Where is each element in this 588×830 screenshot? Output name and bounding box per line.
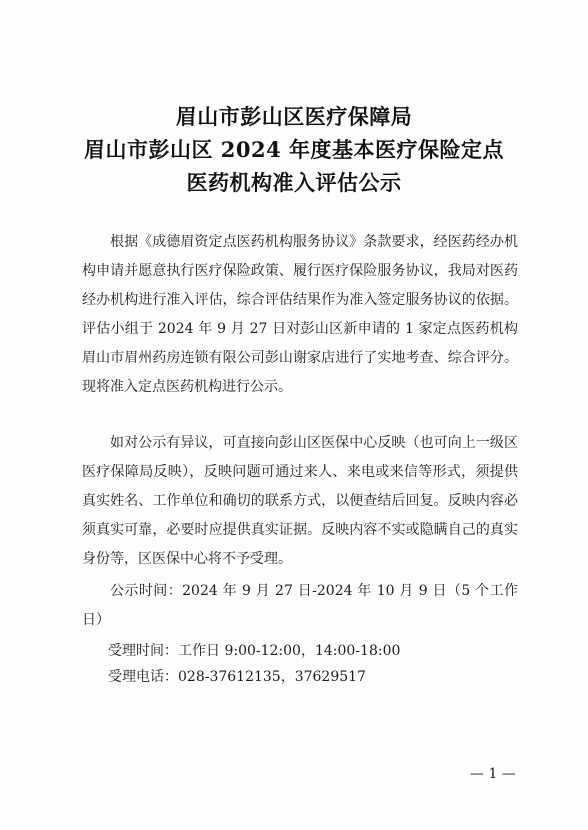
acceptance-phone: 受理电话：028-37612135，37629517 [108,669,366,685]
paragraph-3-block [82,577,518,635]
publicity-period: 公示时间：2024 年 9 月 27 日-2024 年 10 月 9 日（5 个工作日） [82,583,518,628]
paragraph-2: 如对公示有异议，可直接向彭山区医保中心反映（也可向上一级区医疗保障局反映），反映问题可通过来人、来电或来信等形式，须提供真实姓名、工作单位和确切的联系方式，以便查结后回复。反映内容必须真实可靠，必要时应提供真实证据。反映内容不实或隐瞒自己的真实身份等，区医保中心将不予受理。 [82,435,518,567]
acceptance-hours: 受理时间：工作日 9:00-12:00，14:00-18:00 [108,643,401,659]
title-line-3: 医药机构准入评估公示 [186,170,402,195]
paragraph-1: 根据《成德眉资定点医药机构服务协议》条款要求，经医药经办机构申请并愿意执行医疗保险政策、履行医疗保险服务协议，我局对医药经办机构进行准入评估，综合评估结果作为准入签定服务协议的依据。评估小组于 2024 年 9 月 27 日对彭山区新申请的 1 家定点医药机构眉山市眉州药房连锁有限公司彭山谢家店进行了实地考查、综合评分。现将准入定点医药机构进行公示。 [82,234,518,395]
paragraph-2-block [82,429,518,574]
paragraph-1-block [82,228,518,402]
title-line-2: 眉山市彭山区 2024 年度基本医疗保险定点 [83,137,505,162]
page-number: — 1 — [470,766,516,782]
title-line-1: 眉山市彭山区医疗保障局 [175,104,413,129]
document-title [0,100,588,199]
